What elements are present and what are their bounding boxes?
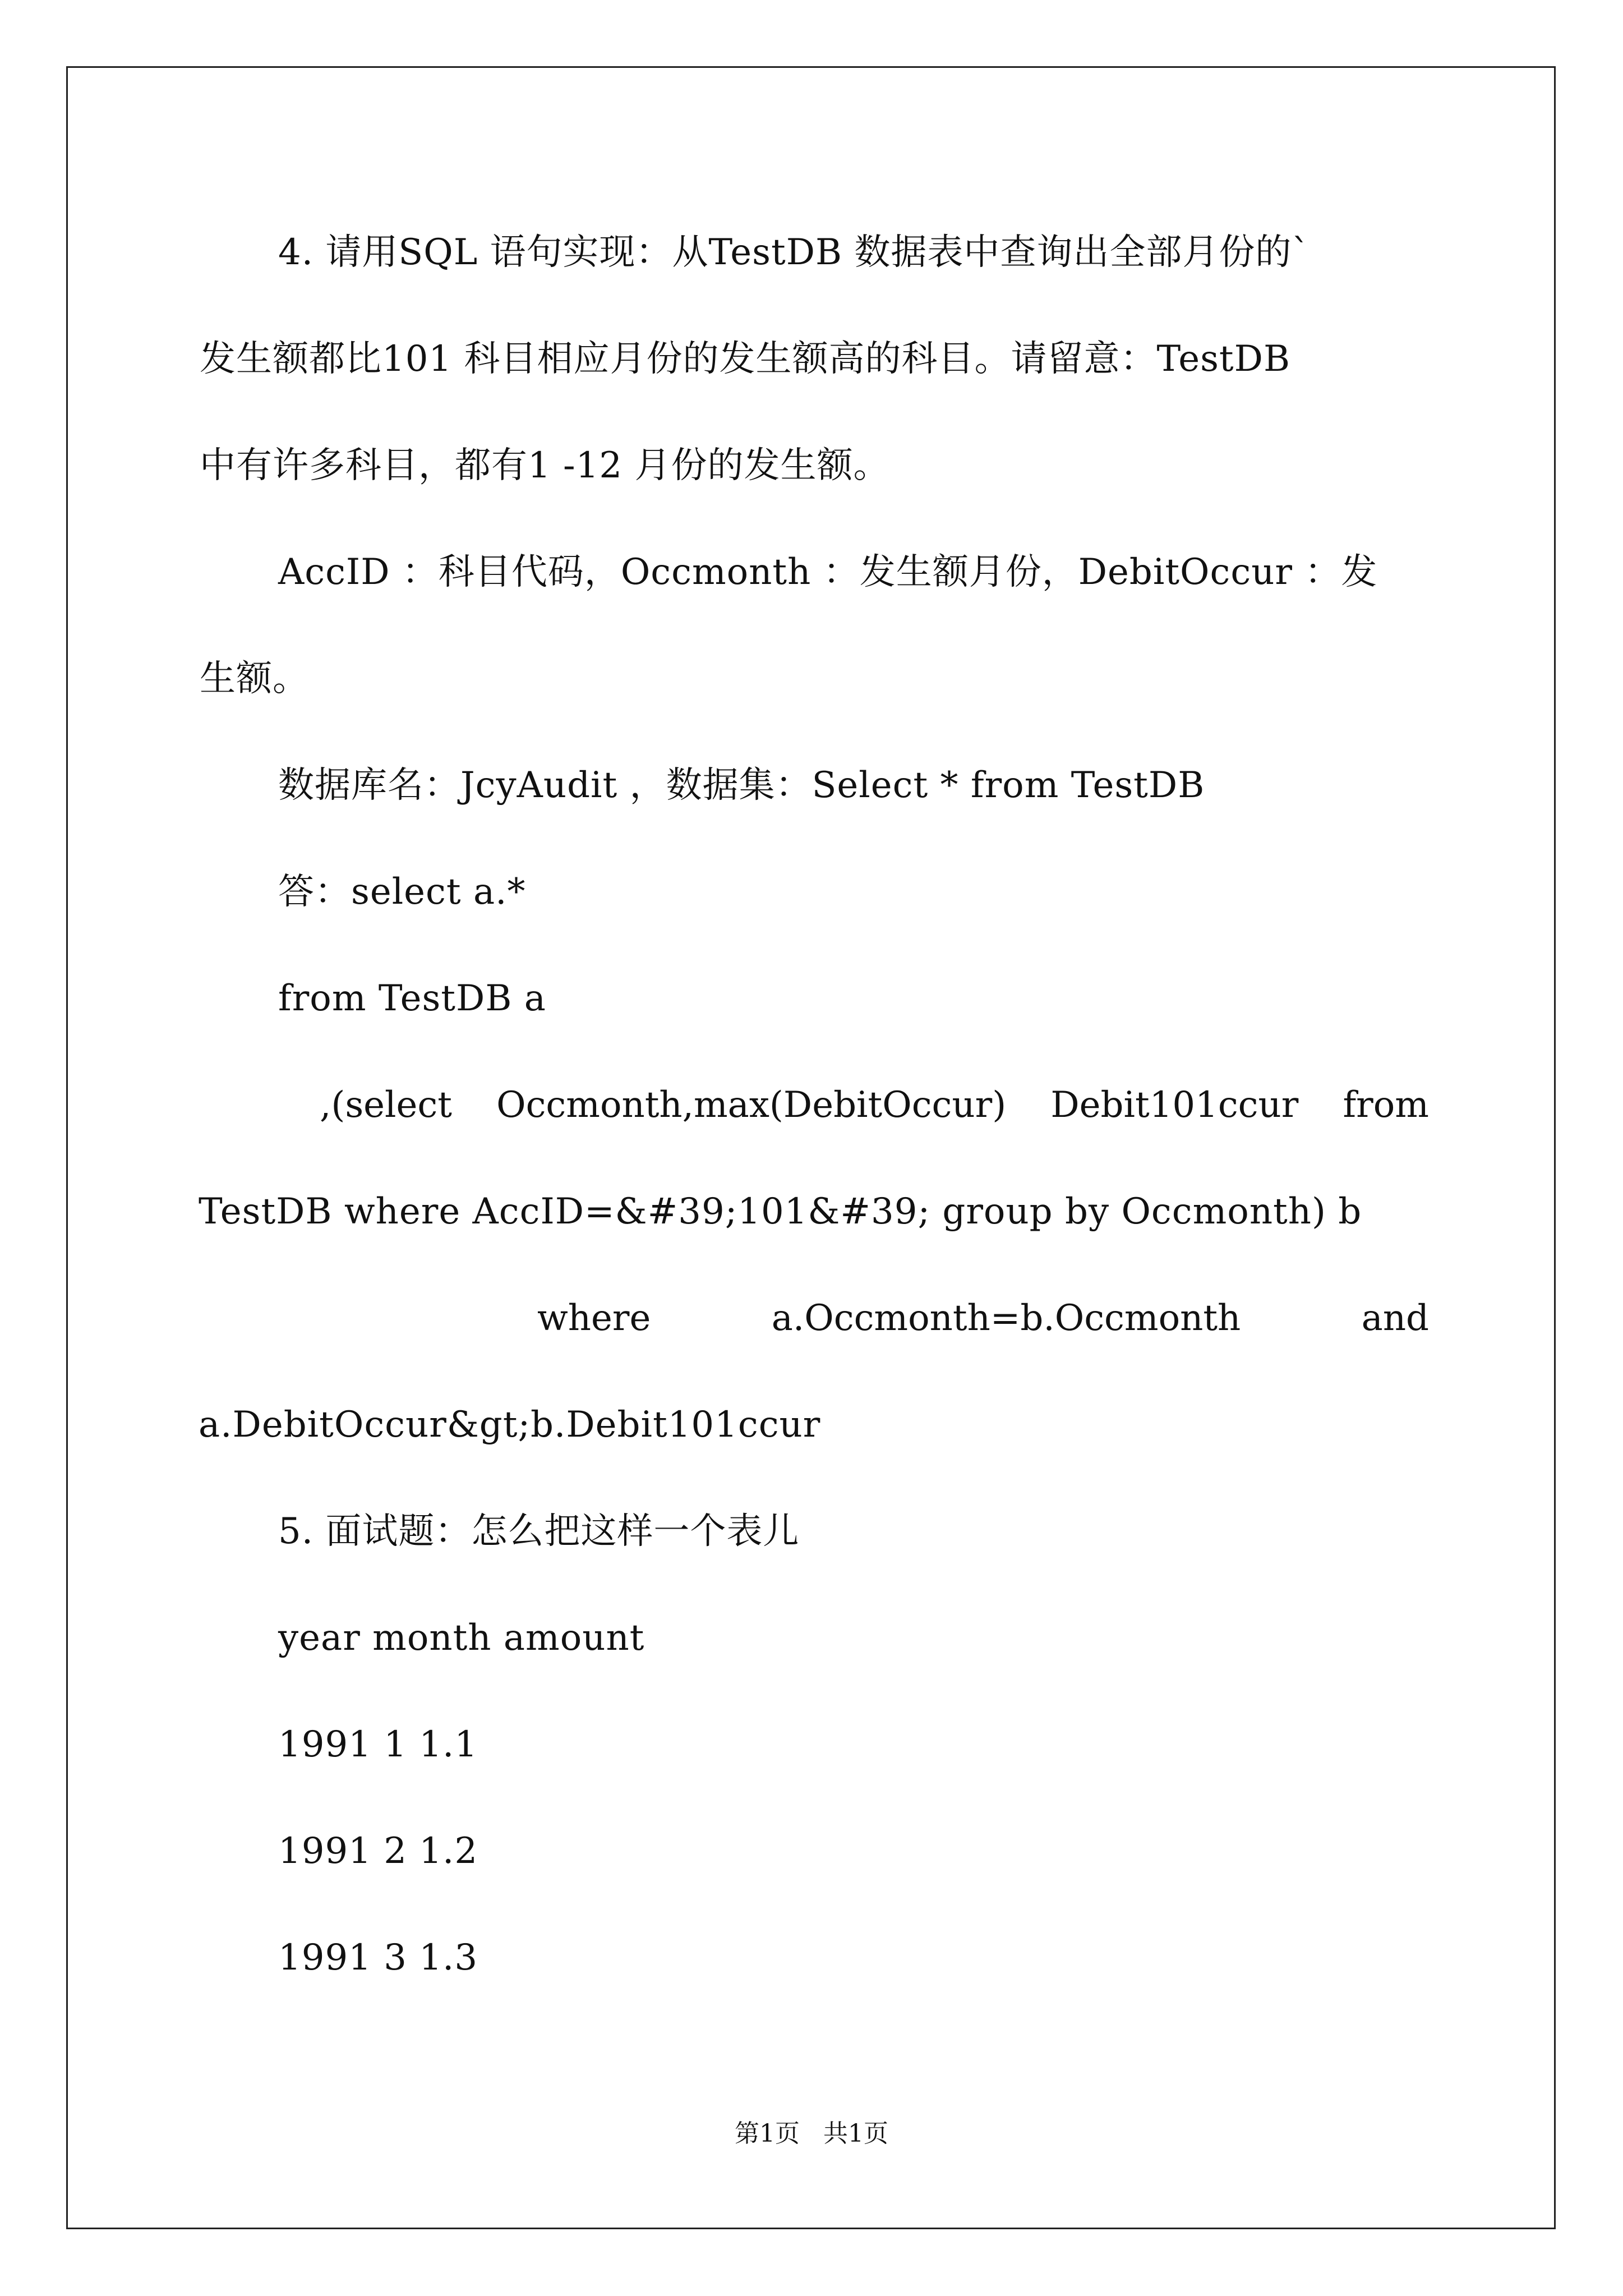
- field-definitions-line-1: AccID ：科目代码，Occmonth ：发生额月份，DebitOccur ：发: [278, 551, 1378, 593]
- where-line-1: [537, 1297, 1429, 1339]
- question-4-line-3: 中有许多科目，都有1 -12 月份的发生额。: [200, 445, 890, 486]
- page-footer: 第1页 共1页: [735, 2119, 888, 2148]
- table-header-line: year month amount: [278, 1617, 645, 1659]
- subquery-word: from: [1343, 1084, 1429, 1126]
- subquery-word: ,(select: [320, 1084, 452, 1126]
- where-word: a.Occmonth=b.Occmonth: [771, 1297, 1241, 1339]
- where-line-2: a.DebitOccur&gt;b.Debit101ccur: [199, 1404, 821, 1446]
- subquery-word: Occmonth,max(DebitOccur): [496, 1084, 1007, 1126]
- subquery-line-1: [320, 1084, 1429, 1126]
- subquery-word: Debit101ccur: [1050, 1084, 1299, 1126]
- table-row-1: 1991 1 1.1: [278, 1724, 478, 1765]
- table-row-3: 1991 3 1.3: [278, 1937, 478, 1978]
- answer-line: 答：select a.*: [278, 871, 526, 913]
- where-word: where: [537, 1297, 651, 1339]
- question-4-line-2: 发生额都比101 科目相应月份的发生额高的科目。请留意：TestDB: [200, 338, 1290, 380]
- page-border: [66, 66, 1556, 2229]
- field-definitions-line-2: 生额。: [200, 658, 309, 700]
- subquery-line-2: TestDB where AccID=&#39;101&#39; group by Occmonth) b: [199, 1191, 1362, 1232]
- from-line: from TestDB a: [278, 978, 546, 1019]
- where-word: and: [1361, 1297, 1429, 1339]
- database-line: 数据库名：JcyAudit ，数据集：Select * from TestDB: [278, 765, 1205, 806]
- question-5-line: 5. 面试题：怎么把这样一个表儿: [278, 1511, 800, 1552]
- table-row-2: 1991 2 1.2: [278, 1830, 478, 1872]
- question-4-line-1: 4. 请用SQL 语句实现：从TestDB 数据表中查询出全部月份的`: [278, 232, 1311, 273]
